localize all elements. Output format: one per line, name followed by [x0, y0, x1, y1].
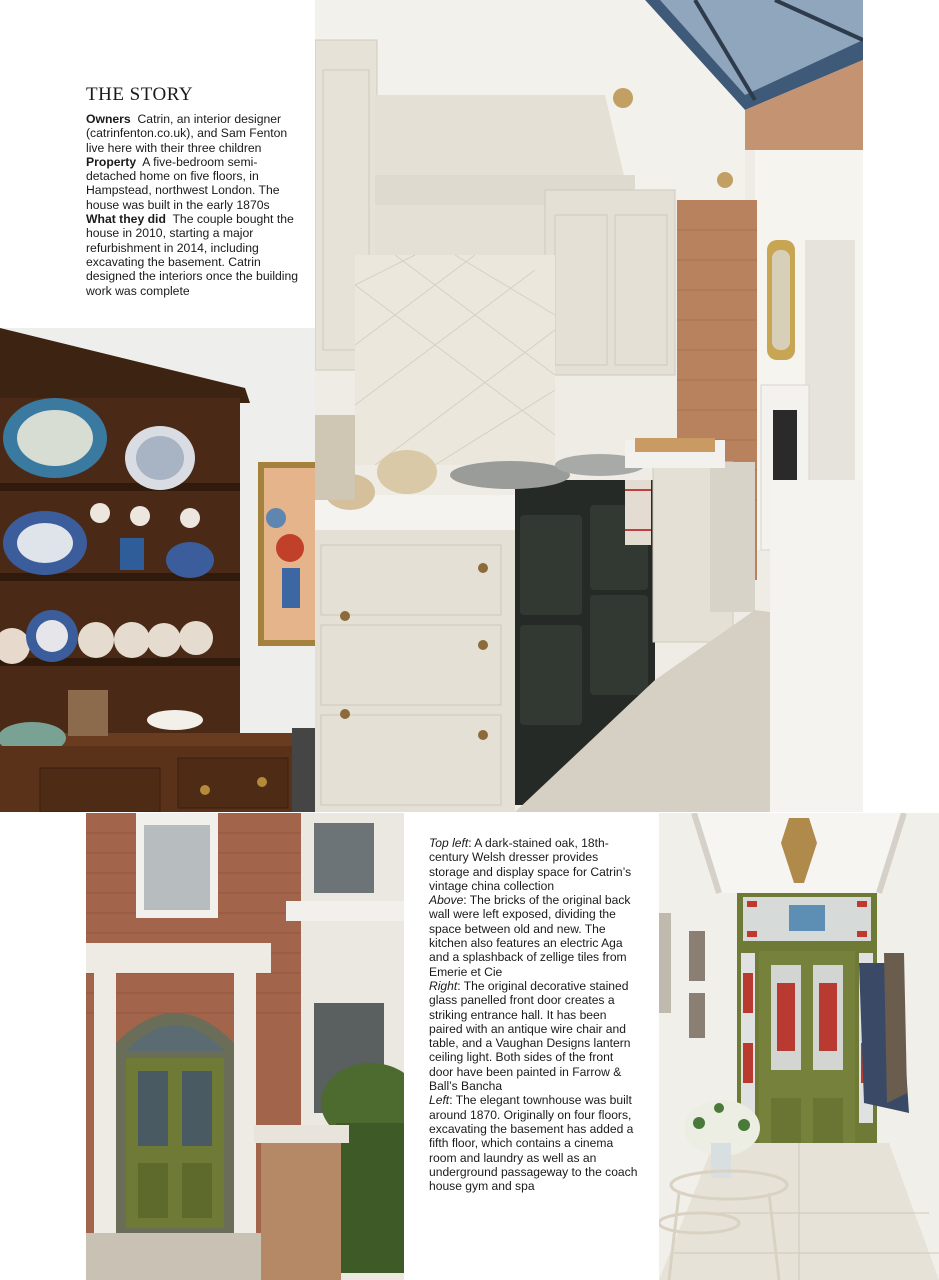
photo-captions	[429, 836, 639, 1193]
story-title: THE STORY	[86, 84, 194, 105]
entrance-hall-photo	[659, 813, 939, 1280]
story-owners	[86, 112, 301, 155]
story-property-text: A five-bedroom semi-detached home on five floors, in Hampstead, northwest London. The house was built in the early 1870s	[86, 154, 280, 212]
story-property-label: Property	[86, 154, 137, 169]
story-owners-label: Owners	[86, 112, 131, 126]
caption-right-text: : The original decorative stained glass panelled front door creates a striking entrance hall. It has been paired with an antique wire chair and table, and a Vaughan Designs lantern ceiling light. Both sides of the front door have been painted in Farrow & Ball’s Bancha	[429, 978, 631, 1094]
caption-right	[429, 979, 639, 1093]
caption-above	[429, 893, 639, 979]
caption-top-left	[429, 836, 639, 893]
caption-top-left-label: Top left	[429, 836, 469, 850]
caption-top-left-text: : A dark-stained oak, 18th-century Welsh dresser provides storage and display space for Catrin’s vintage china collection	[429, 836, 632, 893]
townhouse-exterior-photo	[86, 813, 404, 1280]
kitchen-photo	[315, 0, 863, 812]
dresser-photo	[0, 328, 315, 812]
caption-left-label: Left	[429, 1093, 450, 1108]
story-what-they-did-text: The couple bought the house in 2010, starting a major refurbishment in 2014, including excavating the basement. Catrin designed the interiors once the building work was complete	[86, 212, 299, 298]
story-what-they-did	[86, 212, 301, 298]
story-owners-text: Catrin, an interior designer (catrinfenton.co.uk), and Sam Fenton live here with their three children	[86, 112, 288, 155]
caption-above-label: Above	[429, 893, 464, 908]
caption-above-text: : The bricks of the original back wall were left exposed, dividing the space between old and new. The kitchen also features an electric Aga and a splashback of zellige tiles from Emerie et Cie	[429, 893, 631, 979]
story-panel	[86, 84, 301, 298]
caption-left	[429, 1093, 639, 1193]
story-property	[86, 155, 301, 212]
story-what-they-did-label: What they did	[86, 212, 166, 227]
caption-left-text: : The elegant townhouse was built around 1870. Originally on four floors, excavating the basement has added a fifth floor, which contains a cinema room and laundry as well as an underground passageway to the coach house gym and spa	[429, 1093, 638, 1194]
caption-right-label: Right	[429, 978, 458, 993]
